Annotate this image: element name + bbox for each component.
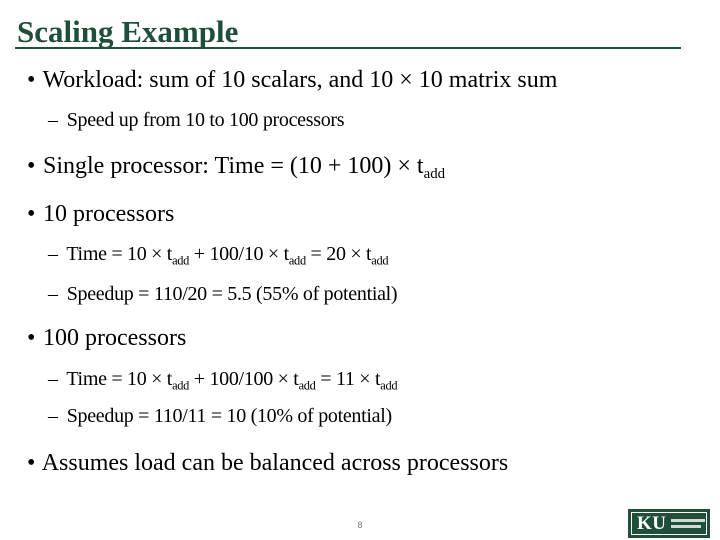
- bullet-text: 100 processors: [43, 325, 187, 351]
- formula-part: = 20 × t: [305, 243, 372, 265]
- bullet-single-processor: [27, 152, 446, 183]
- bullet-symbol: •: [27, 201, 36, 227]
- sub-bullet-text: Speedup = 110/20 = 5.5 (55% of potential): [66, 283, 398, 305]
- formula-part: + 100/100 × t: [189, 368, 299, 390]
- bullet-symbol: •: [27, 67, 36, 93]
- logo-wordmark-graphic: [671, 519, 705, 528]
- formula-part: = 11 × t: [315, 368, 381, 390]
- slide-title: Scaling Example: [17, 14, 239, 49]
- logo-text: KU: [637, 512, 667, 534]
- dash-symbol: –: [48, 283, 58, 305]
- sub-bullet-text: Speed up from 10 to 100 processors: [66, 109, 345, 131]
- subscript-add: add: [371, 253, 389, 268]
- sub-bullet-speedup-range: [48, 108, 344, 132]
- sub-bullet-speedup-10: [48, 282, 397, 306]
- bullet-symbol: •: [27, 153, 36, 179]
- subscript-add: add: [298, 378, 316, 393]
- dash-symbol: –: [48, 368, 58, 390]
- bullet-text: Workload: sum of 10 scalars, and 10 × 10 matrix sum: [42, 67, 558, 93]
- subscript-add: add: [380, 378, 398, 393]
- page-number: 8: [357, 520, 363, 530]
- sub-bullet-time-10: [48, 242, 388, 266]
- subscript-add: add: [172, 253, 190, 268]
- bullet-10-processors: [27, 200, 174, 228]
- bullet-load-balance: [27, 449, 508, 477]
- sub-bullet-time-100: [48, 367, 397, 391]
- bullet-text: 10 processors: [43, 201, 175, 227]
- bullet-100-processors: [27, 324, 186, 352]
- bullet-text: Assumes load can be balanced across processors: [41, 450, 509, 476]
- university-logo: [628, 509, 710, 538]
- dash-symbol: –: [48, 109, 58, 131]
- dash-symbol: –: [48, 243, 58, 265]
- bullet-workload: [27, 66, 557, 94]
- formula-part: Time = 10 × t: [66, 368, 173, 390]
- dash-symbol: –: [48, 405, 58, 427]
- bullet-symbol: •: [27, 450, 36, 476]
- subscript-add: add: [172, 378, 190, 393]
- formula-part: + 100/10 × t: [189, 243, 289, 265]
- title-underline: [15, 47, 681, 49]
- subscript-add: add: [423, 166, 446, 183]
- bullet-symbol: •: [27, 325, 36, 351]
- sub-bullet-text: Speedup = 110/11 = 10 (10% of potential): [66, 405, 392, 427]
- sub-bullet-speedup-100: [48, 404, 392, 428]
- subscript-add: add: [288, 253, 306, 268]
- bullet-text: Single processor: Time = (10 + 100) × t: [43, 153, 424, 179]
- formula-part: Time = 10 × t: [66, 243, 173, 265]
